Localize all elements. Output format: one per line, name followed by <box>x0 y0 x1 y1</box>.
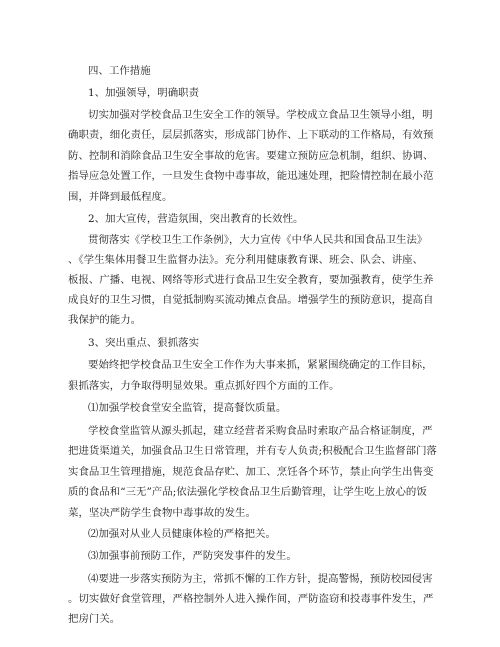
text-line: 把进货渠道关，加强食品卫生日常管理，并有专人负责;积极配合卫生监督部门落 <box>68 445 437 457</box>
text-line: 质的食品和“三无”产品;依法强化学校食品卫生后勤管理，让学生吃上放心的饭 <box>68 486 427 498</box>
text-line: 、《学生集体用餐卫生监督办法》。充分利用健康教育课、班会、队会、讲座、 <box>68 254 424 266</box>
text-line: 实食品卫生管理措施，规范食品存贮、加工、烹饪各个环节，禁止向学生出售变 <box>68 466 434 478</box>
text-line: 我保护的能力。 <box>68 314 142 326</box>
text-line: 狠抓落实，力争取得明显效果。重点抓好四个方面的工作。 <box>68 380 340 392</box>
section-heading: 四、工作措施 <box>88 65 151 77</box>
text-line: 板报、广播、电视、网络等形式进行食品卫生安全教育，要加强教育，使学生养 <box>68 274 434 286</box>
list-item: ⑷要进一步落实预防为主，常抓不懈的工作方针，提高警惕，预防校园侵害 <box>88 573 433 585</box>
list-item: ⑶加强事前预防工作，严防突发事件的发生。 <box>88 550 297 562</box>
text-line: 学校食堂监管从源头抓起，建立经营者采购食品时索取产品合格证制度，严 <box>88 425 433 437</box>
text-line: 贯彻落实《学校卫生工作条例》，大力宣传《中华人民共和国食品卫生法》 <box>88 234 428 246</box>
list-item: ⑵加强对从业人员健康体检的严格把关。 <box>88 528 276 540</box>
list-item: ⑴加强学校食堂安全监管，提高餐饮质量。 <box>88 402 287 414</box>
text-line: 成良好的卫生习惯，自觉抵制购买流动摊点食品。增强学生的预防意识，提高自 <box>68 294 434 306</box>
text-line: 防、控制和消除食品卫生安全事故的危害。要建立预防应急机制，组织、协调、 <box>68 150 434 162</box>
text-line: 切实加强对学校食品卫生安全工作的领导。学校成立食品卫生领导小组，明 <box>88 109 433 121</box>
text-line: 把房门关。 <box>68 613 121 625</box>
text-line: 要始终把学校食品卫生安全工作作为大事来抓，紧紧围绕确定的工作目标， <box>88 359 433 371</box>
text-line: 围，并降到最低程度。 <box>68 191 173 203</box>
text-line: 确职责，细化责任，层层抓落实，形成部门协作、上下联动的工作格局，有效预 <box>68 129 434 141</box>
subsection-heading: 1、加强领导，明确职责 <box>88 87 200 99</box>
text-line: 。切实做好食堂管理，严格控制外人进入操作间，严防盗窃和投毒事件发生，严 <box>68 593 434 605</box>
subsection-heading: 2、加大宣传，营造氛围，突出教育的长效性。 <box>88 213 304 225</box>
subsection-heading: 3、突出重点、狠抓落实 <box>88 337 200 349</box>
text-line: 菜，坚决严防学生食物中毒事故的发生。 <box>68 507 256 519</box>
text-line: 指导应急处置工作，一旦发生食物中毒事故，能迅速处理，把险情控制在最小范 <box>68 170 434 182</box>
